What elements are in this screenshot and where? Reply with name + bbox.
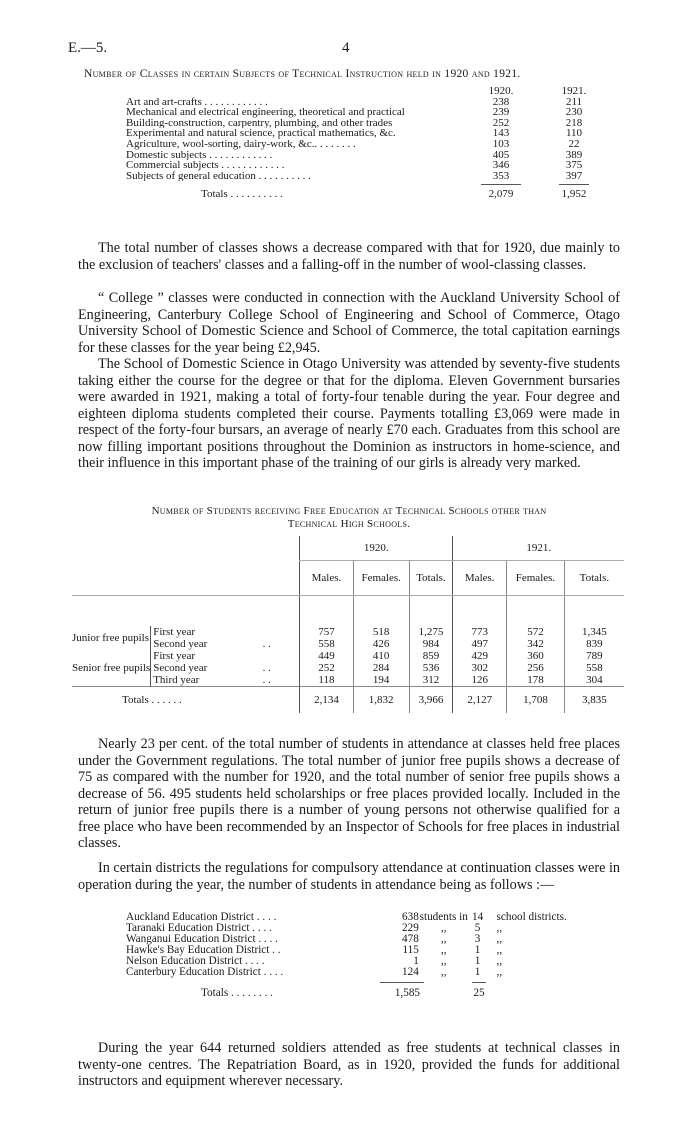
table-row: Second year . . 558 426 984 497 342 839 (72, 638, 624, 650)
table-row: Senior free pupils First year 449 410 859 429 360 789 (72, 650, 624, 662)
page-reference: E.—5. (68, 40, 108, 56)
compulsory-attendance-table (126, 912, 626, 1000)
totals-row: Totals . . . . . . . . 1,585 25 (201, 987, 485, 999)
year-header-row (72, 536, 624, 561)
table-row: Taranaki Education District . . . . 229 ,, 5 ,, (126, 922, 503, 934)
table-row: Third year . . 118 194 312 126 178 304 (72, 674, 624, 687)
table-row: Experimental and natural science, practical mathematics, &c. 143 110 (126, 127, 583, 140)
table-row: Building-construction, carpentry, plumbing, and other trades 252 218 (126, 116, 583, 129)
paragraph: The School of Domestic Science in Otago University was attended by seventy-five students taking either the course for the degree or that for the diploma. Eleven Government bursaries were awarded in 1921, making a total of forty-four tenable during the year. Four degree and eighteen diploma students completed their course. Payments totalling £3,069 were made in respect of the forty-four bursars, an average of nearly £70 each. Graduates from this school are now filling important positions throughout the Dominion as instructors in home-science, and their influence in this important phase of the training of our girls is already very marked. (78, 356, 620, 471)
page-number: 4 (342, 40, 350, 56)
table-row: Agriculture, wool-sorting, dairy-work, &c.. . . . . . . . 103 22 (126, 137, 580, 150)
year-1920-header: 1920. (300, 536, 453, 561)
paragraph: During the year 644 returned soldiers attended as free students at technical classes in twenty-one centres. The Repatriation Board, as in 1920, provided the funds for additional instructors and equipment wherever necessary. (78, 1040, 620, 1089)
table-row: Nelson Education District . . . . 1 ,, 1 ,, (126, 955, 503, 967)
senior-group-label: Senior free pupils (72, 662, 151, 674)
table-row: Junior free pupils First year 757 518 1,275 773 572 1,345 (72, 626, 624, 638)
totals-row: Totals . . . . . . 2,134 1,832 3,966 2,127 1,708 3,835 (72, 687, 624, 714)
table-row: Canterbury Education District . . . . 124 ,, 1 ,, (126, 966, 503, 978)
junior-group-label: Junior free pupils (72, 632, 149, 644)
year-1921-header: 1921. (453, 536, 624, 561)
table-row: Second year . . 252 284 536 302 256 558 (72, 662, 624, 674)
table-row: Subjects of general education . . . . . . . . . . 353 397 (126, 169, 583, 182)
table-row: Mechanical and electrical engineering, theoretical and practical 239 230 (126, 106, 583, 119)
column-header-row: Males. Females. Totals. Males. Females. Totals. (72, 561, 624, 596)
paragraph: The total number of classes shows a decrease compared with that for 1920, due mainly to the exclusion of teachers' classes and a falling-off in the number of wool-classing classes. (78, 240, 620, 273)
paragraph: In certain districts the regulations for compulsory attendance at continuation classes were in operation during the year, the number of students in attendance being as follows :— (78, 860, 620, 893)
totals-rule (126, 978, 626, 986)
col-1921: 1921. (561, 85, 587, 97)
paragraph: Nearly 23 per cent. of the total number of students in attendance at classes held free places under the Government regulations. The total number of junior free pupils shows a decrease of 75 as compared with the number for 1920, and the total number of senior free pupils shows a decrease of 56. 495 students held scholarships or free places provided locally. Included in the return of junior free pupils there is a number of young persons not otherwise qualified for a free place who have been recommended by an Inspector of Schools for free places in industrial classes. (78, 736, 620, 851)
table-row: Art and art-crafts . . . . . . . . . . . . 238 211 (126, 95, 583, 108)
classes-table-title: Number of Classes in certain Subjects of Technical Instruction held in 1920 and 1921. (84, 68, 521, 80)
table-row: Wanganui Education District . . . . 478 ,, 3 ,, (126, 933, 503, 945)
table-row: Domestic subjects . . . . . . . . . . . . 405 389 (126, 148, 583, 161)
classes-table (126, 86, 612, 201)
table-row: Auckland Education District . . . . 638 students in 14 school districts. (126, 911, 567, 923)
totals-row: Totals . . . . . . . . . . 2,079 1,952 (201, 188, 587, 201)
paragraph: “ College ” classes were conducted in connection with the Auckland University School of Engineering, Canterbury College School of Engineering and School of Commerce, Otago University School of Domestic Science and School of Commerce, the total capitation earnings for these classes for the year being £2,945. (78, 290, 620, 356)
col-1920: 1920. (488, 85, 514, 97)
classes-table-header (126, 86, 612, 97)
free-education-table (72, 536, 624, 713)
table-row: Hawke's Bay Education District . . 115 ,, 1 ,, (126, 944, 503, 956)
free-education-table-title: Number of Students receiving Free Education at Technical Schools other than Technical High Schools. (151, 505, 547, 530)
table-row: Commercial subjects . . . . . . . . . . . . 346 375 (126, 159, 583, 172)
